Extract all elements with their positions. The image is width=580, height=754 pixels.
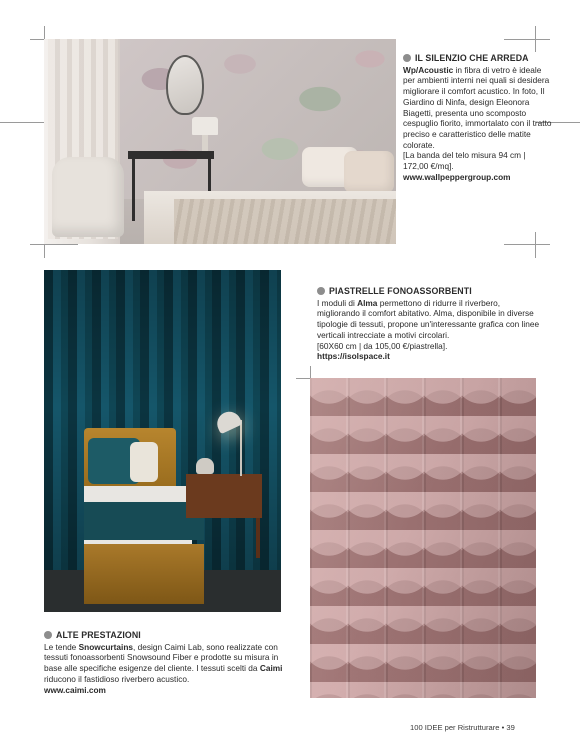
section-heading bbox=[44, 630, 289, 641]
brand-name: Alma bbox=[357, 297, 378, 308]
pillow bbox=[344, 151, 394, 193]
crop-mark bbox=[504, 39, 550, 40]
page-footer: 100 IDEE per Ristrutturare • 39 bbox=[410, 723, 515, 732]
nightstand bbox=[186, 474, 262, 518]
wallpaper-bedroom-photo bbox=[44, 39, 396, 244]
article-body bbox=[44, 642, 289, 685]
article-piastrelle bbox=[317, 286, 542, 362]
bed-throw bbox=[174, 199, 396, 244]
website-link[interactable]: www.caimi.com bbox=[44, 684, 106, 695]
body-text: I moduli di bbox=[317, 297, 358, 308]
crop-mark bbox=[535, 26, 536, 52]
armchair bbox=[52, 157, 124, 237]
article-body bbox=[317, 298, 542, 341]
product-name: Snowcurtains bbox=[78, 641, 134, 652]
body-text: in fibra di vetro è ideale per ambienti interni nei quali si desidera migliorare il comfort acustico. In foto, Il Giardino di Ninfa, design Eleonora Biagetti, presenta uno scomposto cespuglio fiorito, immortalato con il tratto preciso e caratteristico delle matite colorate. bbox=[403, 64, 552, 150]
curtain-bedroom-photo bbox=[44, 270, 281, 612]
price-info: [60X60 cm | da 105,00 €/piastrella]. bbox=[317, 340, 448, 351]
article-silenzio bbox=[403, 53, 553, 182]
section-heading bbox=[317, 286, 542, 297]
grey-circle-bullet-icon bbox=[44, 631, 52, 639]
lamp-arm bbox=[240, 420, 242, 476]
website-link[interactable]: https://isolspace.it bbox=[317, 351, 390, 362]
kettle bbox=[196, 458, 214, 474]
pillow bbox=[130, 442, 158, 482]
desk-leg bbox=[132, 159, 135, 221]
tile-lighting bbox=[310, 378, 536, 698]
console-desk bbox=[128, 151, 214, 159]
body-text: riducono il fastidioso riverbero acustico. bbox=[44, 673, 190, 684]
body-text: Le tende bbox=[44, 641, 79, 652]
mirror bbox=[166, 55, 204, 115]
article-body bbox=[403, 65, 553, 151]
table-lamp-base bbox=[202, 135, 208, 151]
website-link[interactable]: www.wallpeppergroup.com bbox=[403, 171, 511, 182]
grey-circle-bullet-icon bbox=[403, 54, 411, 62]
article-alte bbox=[44, 630, 289, 695]
body-text: , design Caimi Lab, sono realizzate con tessuti fonoassorbenti Snowsound Fiber e prodotte su misura in base alle specifiche esigenze del cliente. I tessuti scelti da bbox=[44, 641, 279, 674]
crop-mark bbox=[535, 232, 536, 258]
nightstand-leg bbox=[256, 518, 260, 558]
grey-circle-bullet-icon bbox=[317, 287, 325, 295]
bed-base bbox=[84, 544, 204, 604]
price-info: [La banda del telo misura 94 cm | 172,00 €/mq]. bbox=[403, 150, 526, 172]
acoustic-tiles-photo bbox=[310, 378, 536, 698]
heading-text: PIASTRELLE FONOASSORBENTI bbox=[329, 286, 472, 296]
product-name: Wp/Acoustic bbox=[403, 64, 454, 75]
section-heading bbox=[403, 53, 553, 64]
heading-text: IL SILENZIO CHE ARREDA bbox=[415, 53, 529, 63]
body-text: permettono di ridurre il riverbero, migliorando il comfort abitativo. Alma, disponibile in diverse tipologie di tessuti, propone un'interessante grafica con linee verticali intrecciate a motivi circolari. bbox=[317, 297, 540, 340]
table-lamp-shade bbox=[192, 117, 218, 135]
crop-mark bbox=[0, 122, 44, 123]
crop-mark bbox=[504, 244, 550, 245]
crop-mark bbox=[30, 244, 78, 245]
heading-text: ALTE PRESTAZIONI bbox=[56, 630, 141, 640]
brand-name: Caimi bbox=[259, 663, 283, 674]
